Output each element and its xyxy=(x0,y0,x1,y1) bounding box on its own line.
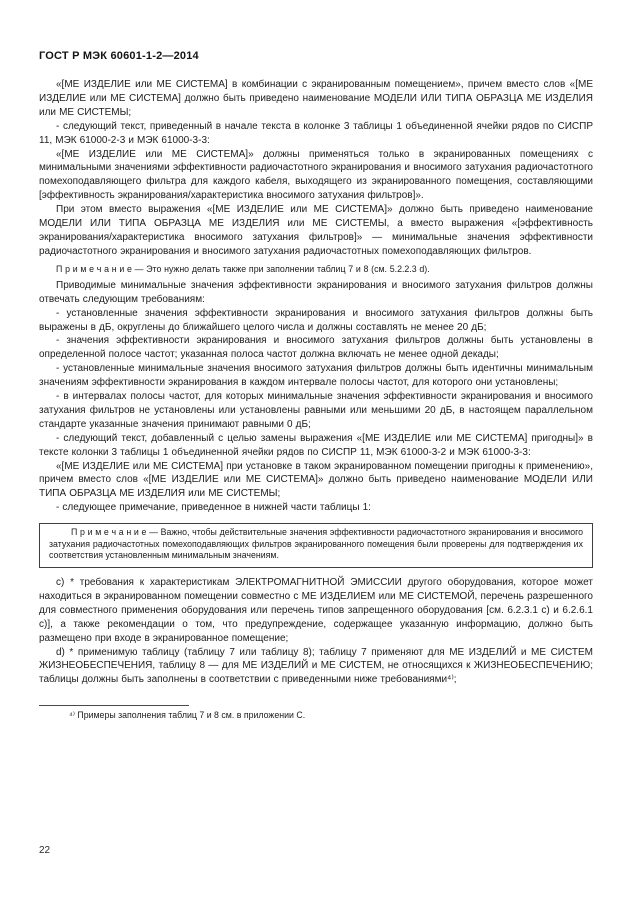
footnote-separator-line xyxy=(39,705,189,706)
paragraph-quote-combination: «[МЕ ИЗДЕЛИЕ или МЕ СИСТЕМА] в комбинации с экранированным помещением», причем вместо слов «[МЕ ИЗДЕЛИЕ или МЕ СИСТЕМА] должно быть приведено наименование МОДЕЛИ ИЛИ ТИПА ОБРАЗЦА МЕ ИЗДЕЛИЯ или МЕ СИСТЕМЫ; xyxy=(39,79,593,118)
inline-note: П р и м е ч а н и е — Это нужно делать также при заполнении таблиц 7 и 8 (см. 5.2.2.3 d). xyxy=(56,263,430,274)
list-item-dash: - следующее примечание, приведенное в нижней части таблицы 1: xyxy=(56,502,371,514)
table-note-box xyxy=(39,523,593,568)
page-number: 22 xyxy=(39,845,51,856)
list-item-dash: - значения эффективности экранирования и вносимого затухания фильтров должны быть установлены в определенной полосе частот; указанная полоса частот должна включать не менее одной декады; xyxy=(39,335,593,361)
list-item-dash: - следующий текст, добавленный с целью замены выражения «[МЕ ИЗДЕЛИЕ или МЕ СИСТЕМА] пригодны]» в тексте колонки 3 таблицы 1 объединенной ячейки рядов по СИСПР 11, МЭК 61000-3-2 и МЭК 61000-3-3: xyxy=(39,432,593,458)
list-item-dash: - установленные минимальные значения вносимого затухания фильтров должны быть идентичны минимальным значениям эффективности экранирования в каждом интервале полосы частот, для которого они установлены; xyxy=(39,363,593,389)
list-item-dash: - следующий текст, приведенный в начале текста в колонке 3 таблицы 1 объединенной ячейки рядов по СИСПР 11, МЭК 61000-2-3 и МЭК 61000-3-3: xyxy=(39,120,593,146)
paragraph-quote-shielded-rooms: «[МЕ ИЗДЕЛИЕ или МЕ СИСТЕМА]» должны применяться только в экранированных помещениях с минимальными значениями эффективности радиочастотного экранирования и вносимого затухания радиочастотного помехоподавляющего фильтра для каждого кабеля, выходящего из экранированного помещения, составляющими [эффективность экранирования/характеристика вносимого затухания фильтров]». xyxy=(39,148,593,202)
footnote-block xyxy=(39,705,593,722)
paragraph-replacement-rule: При этом вместо выражения «[МЕ ИЗДЕЛИЕ или МЕ СИСТЕМА]» должно быть приведено наименование МОДЕЛИ ИЛИ ТИПА ОБРАЗЦА МЕ ИЗДЕЛИЯ или МЕ СИСТЕМЫ, а вместо выражения «[эффективность экранирования/характеристика вносимого затухания фильтров]» — минимальные значения эффективности радиочастотного экранирования и вносимого затухания радиочастотных помехоподавляющих фильтров. xyxy=(39,204,593,257)
list-item-dash: - установленные значения эффективности экранирования и вносимого затухания фильтров должны быть выражены в дБ, округлены до ближайшего целого числа и должны составлять не менее 20 дБ; xyxy=(39,307,593,333)
paragraph-quote-suitability: «[МЕ ИЗДЕЛИЕ или МЕ СИСТЕМА] при установке в таком экранированном помещении пригодны к применению», причем вместо слов «[МЕ ИЗДЕЛИЕ или МЕ СИСТЕМА]» должно быть приведено наименование МОДЕЛИ ИЛИ ТИПА ОБРАЗЦА МЕ ИЗДЕЛИЯ или МЕ СИСТЕМЫ; xyxy=(39,460,593,500)
list-item-d: d) * применимую таблицу (таблицу 7 или таблицу 8); таблицу 7 применяют для МЕ ИЗДЕЛИЙ и МЕ СИСТЕМ ЖИЗНЕОБЕСПЕЧЕНИЯ, таблицу 8 — для МЕ ИЗДЕЛИЙ и МЕ СИСТЕМ, не относящихся к ЖИЗНЕОБЕСПЕЧЕНИЮ; таблицы должны быть заполнены в соответствии с приведенными ниже требованиями⁴⁾; xyxy=(39,646,593,686)
list-item-dash: - в интервалах полосы частот, для которых минимальные значения эффективности экранирования и вносимого затухания фильтров не установлены или установлены равными или меньшими 20 дБ, в настоящем параллельном стандарте указанные значения принимают равными 0 дБ; xyxy=(39,391,593,430)
list-item-c: c) * требования к характеристикам ЭЛЕКТРОМАГНИТНОЙ ЭМИССИИ другого оборудования, которое может находиться в экранированном помещении совместно с МЕ ИЗДЕЛИЕМ или МЕ СИСТЕМОЙ, перечень разрешенного для совместного применения оборудования или перечень типов запрещенного оборудования [см. 6.2.3.1 c) и 6.2.6.1 c)], а также рекомендации о том, что предупреждение, содержащее указанную информацию, должно быть размещено при входе в экранированное помещение; xyxy=(39,576,593,644)
page-content-area xyxy=(39,50,593,722)
table-note-text: П р и м е ч а н и е — Важно, чтобы действительные значения эффективности радиочастотного экранирования и вносимого затухания радиочастотных помехоподавляющих фильтров экранированного помещения были проверены для подтверждения их соответствия установленным минимальным значениям. xyxy=(49,527,583,561)
paragraph-requirements-intro: Приводимые минимальные значения эффективности экранирования и вносимого затухания фильтров должны отвечать следующим требованиям: xyxy=(39,279,593,305)
standard-number-header: ГОСТ Р МЭК 60601-1-2—2014 xyxy=(39,50,199,62)
document-body xyxy=(39,78,593,687)
footnote-text: ⁴⁾ Примеры заполнения таблиц 7 и 8 см. в приложении С. xyxy=(69,710,306,721)
